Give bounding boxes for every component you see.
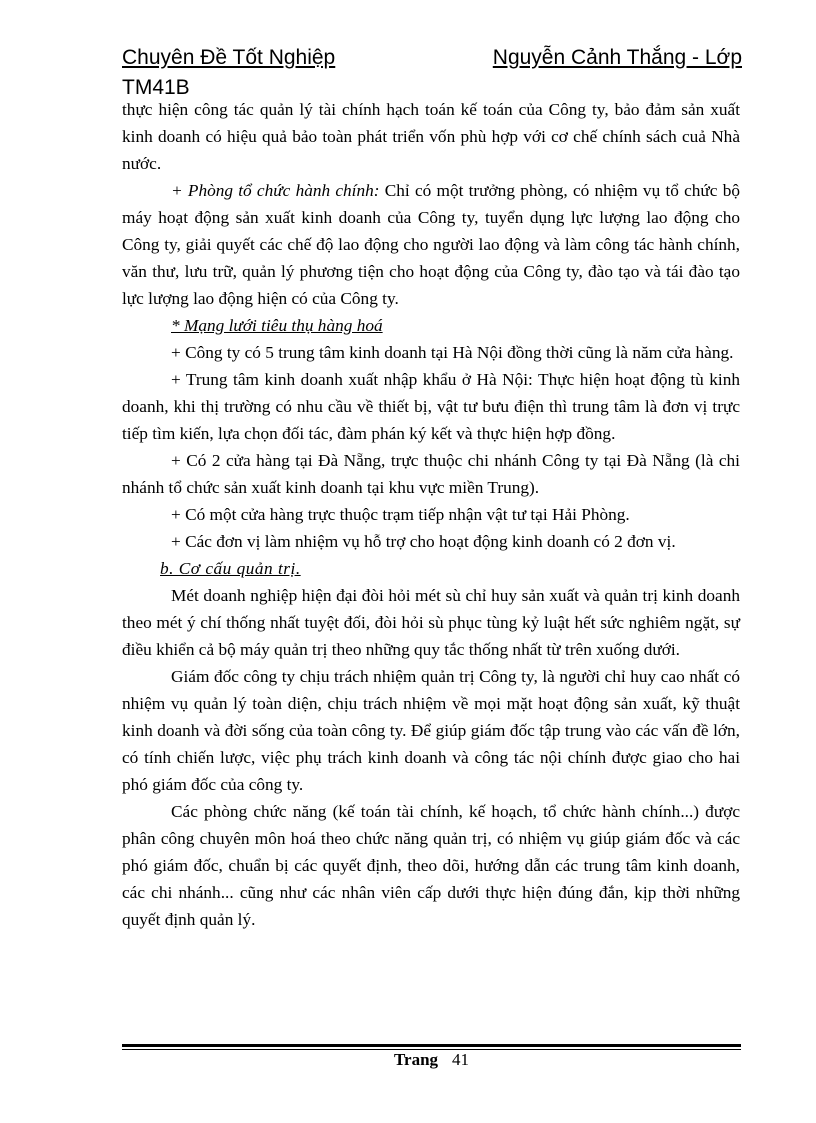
section-heading-network: * Mạng lưới tiêu thụ hàng hoá bbox=[171, 316, 383, 335]
paragraph: + Trung tâm kinh doanh xuất nhập khẩu ở Hà Nội: Thực hiện hoạt động tù kinh doanh, khi thị trường có nhu cầu về thiết bị, vật tư bưu điện thì trung tâm là đơn vị trực tiếp tìm kiến, lựa chọn đối tác, đàm phán ký kết và thực hiện hợp đồng. bbox=[122, 370, 740, 443]
header-class-code: TM41B bbox=[122, 76, 190, 99]
page-number: 41 bbox=[452, 1050, 470, 1069]
header-author: Nguyễn Cảnh Thắng - Lớp bbox=[492, 46, 742, 69]
paragraph: thực hiện công tác quản lý tài chính hạch toán kế toán của Công ty, bảo đảm sản xuất kinh doanh có hiệu quả bảo toàn phát triển vốn phù hợp với cơ chế chính sách cuả Nhà nước. bbox=[122, 100, 740, 173]
paragraph: + Có một cửa hàng trực thuộc trạm tiếp nhận vật tư tại Hải Phòng. bbox=[171, 505, 630, 524]
section-heading-structure: b. Cơ cấu quản trị. bbox=[160, 559, 301, 578]
paragraph: Giám đốc công ty chịu trách nhiệm quản trị Công ty, là người chỉ huy cao nhất có nhiệm vụ quản lý toàn diện, chịu trách nhiệm về mọi mặt hoạt động sản xuất, kỹ thuật kinh doanh và đời sống của toàn công ty. Để giúp giám đốc tập trung vào các vấn đề lớn, có tính chiến lược, việc phụ trách kinh doanh và công tác nội chính được giao cho hai phó giám đốc của công ty. bbox=[122, 667, 740, 794]
department-label: + Phòng tổ chức hành chính: bbox=[171, 181, 380, 200]
page-label: Trang bbox=[393, 1050, 439, 1069]
paragraph: + Có 2 cửa hàng tại Đà Nẵng, trực thuộc chi nhánh Công ty tại Đà Nẵng (là chi nhánh tổ chức sản xuất kinh doanh tại khu vực miền Trung). bbox=[122, 451, 740, 497]
paragraph: + Công ty có 5 trung tâm kinh doanh tại Hà Nội đồng thời cũng là năm cửa hàng. bbox=[171, 343, 734, 362]
paragraph: Các phòng chức năng (kế toán tài chính, kế hoạch, tổ chức hành chính...) được phân công chuyên môn hoá theo chức năng quản trị, có nhiệm vụ giúp giám đốc và các phó giám đốc, chuẩn bị các quyết định, theo dõi, hướng dẫn các trung tâm kinh doanh, các chi nhánh... cũng như các nhân viên cấp dưới thực hiện đúng đắn, kịp thời những quyết định quản lý. bbox=[122, 802, 740, 929]
paragraph: + Các đơn vị làm nhiệm vụ hỗ trợ cho hoạt động kinh doanh có 2 đơn vị. bbox=[171, 532, 676, 551]
page-footer bbox=[122, 1050, 741, 1070]
department-description: Chỉ có một trưởng phòng, có nhiệm vụ tổ chức bộ máy hoạt động sản xuất kinh doanh của Công ty, tuyển dụng lực lượng lao động cho Công ty, giải quyết các chế độ lao động cho người lao động và làm công tác hành chính, văn thư, lưu trữ, quản lý phương tiện cho hoạt động của Công ty, đào tạo và tái đào tạo lực lượng lao động hiện có của Công ty. bbox=[122, 181, 740, 308]
document-body bbox=[122, 96, 740, 933]
paragraph: Mét doanh nghiệp hiện đại đòi hỏi mét sù chỉ huy sản xuất và quản trị kinh doanh theo mét ý chí thống nhất tuyệt đối, đòi hỏi sù phục tùng kỷ luật hết sức nghiêm ngặt, sự điều khiển cả bộ máy quản trị theo những quy tắc thống nhất từ trên xuống dưới. bbox=[122, 586, 740, 659]
page-header bbox=[122, 46, 742, 76]
header-title: Chuyên Đề Tốt Nghiệp bbox=[122, 46, 336, 69]
paragraph-admin-department bbox=[122, 177, 740, 312]
footer-rule bbox=[122, 1044, 741, 1047]
